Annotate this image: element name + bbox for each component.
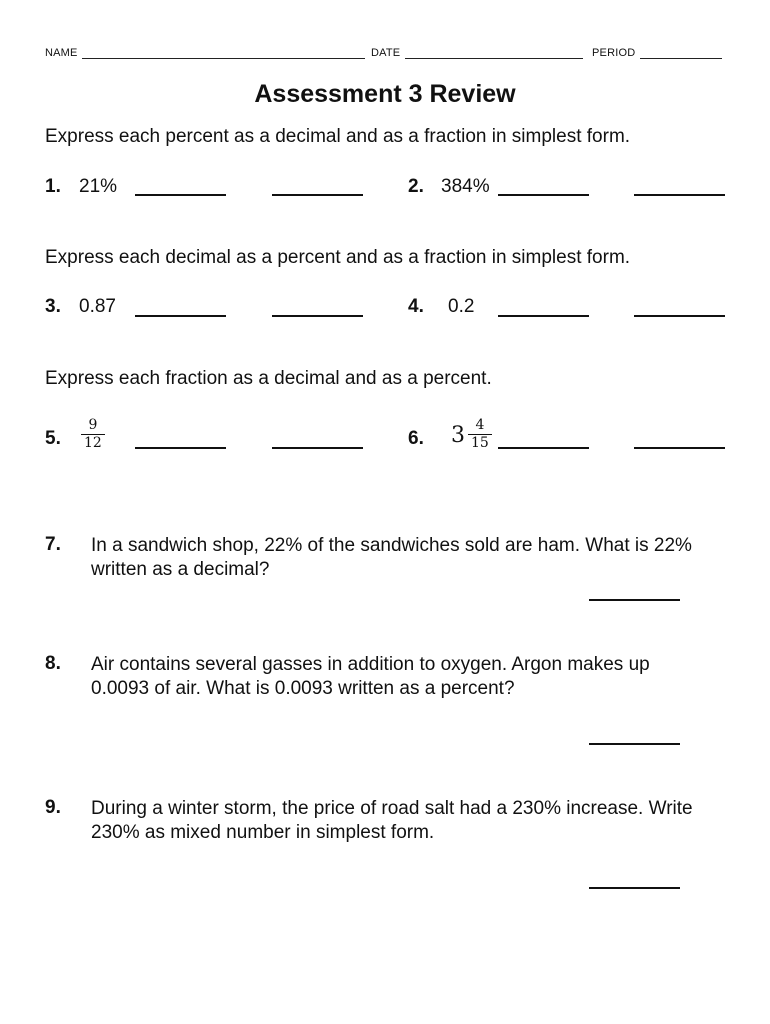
section-instruction: Express each decimal as a percent and as a fraction in simplest form. xyxy=(45,247,631,268)
problem-number: 4. xyxy=(408,296,424,317)
answer-blank[interactable] xyxy=(272,315,363,317)
mixed-number-whole: 3 xyxy=(451,423,465,448)
name-label: NAME xyxy=(45,47,78,59)
answer-blank[interactable] xyxy=(634,194,725,196)
fraction-denominator: 12 xyxy=(81,434,105,452)
answer-blank[interactable] xyxy=(589,887,680,889)
date-field[interactable] xyxy=(405,58,583,59)
answer-blank[interactable] xyxy=(135,194,226,196)
problem-number: 1. xyxy=(45,176,61,197)
fraction-numerator: 4 xyxy=(475,417,485,433)
problem-value: 0.2 xyxy=(448,296,475,317)
page-title: Assessment 3 Review xyxy=(254,80,516,108)
answer-blank[interactable] xyxy=(498,447,589,449)
problem-number: 7. xyxy=(45,534,61,555)
word-problem-text: During a winter storm, the price of road salt had a 230% increase. Write 230% as mixed number in simplest form. xyxy=(91,798,693,843)
answer-blank[interactable] xyxy=(634,447,725,449)
answer-blank[interactable] xyxy=(135,315,226,317)
fraction-numerator: 9 xyxy=(88,417,98,433)
problem-number: 8. xyxy=(45,653,61,674)
problem-number: 3. xyxy=(45,296,61,317)
answer-blank[interactable] xyxy=(634,315,725,317)
answer-blank[interactable] xyxy=(589,743,680,745)
fraction xyxy=(468,417,492,452)
date-label: DATE xyxy=(371,47,401,59)
answer-blank[interactable] xyxy=(272,194,363,196)
fraction-denominator: 15 xyxy=(468,434,492,452)
answer-blank[interactable] xyxy=(498,194,589,196)
fraction xyxy=(81,417,105,452)
problem-number: 9. xyxy=(45,797,61,818)
answer-blank[interactable] xyxy=(135,447,226,449)
answer-blank[interactable] xyxy=(272,447,363,449)
answer-blank[interactable] xyxy=(589,599,680,601)
name-field[interactable] xyxy=(82,58,365,59)
problem-value: 21% xyxy=(79,176,118,197)
problem-value: 0.87 xyxy=(79,296,116,317)
section-instruction: Express each percent as a decimal and as a fraction in simplest form. xyxy=(45,126,631,147)
period-field[interactable] xyxy=(640,58,722,59)
period-label: PERIOD xyxy=(592,47,636,59)
problem-number: 2. xyxy=(408,176,424,197)
problem-number: 5. xyxy=(45,428,61,449)
answer-blank[interactable] xyxy=(498,315,589,317)
word-problem-text: In a sandwich shop, 22% of the sandwiches sold are ham. What is 22% written as a decimal? xyxy=(91,535,692,580)
section-instruction: Express each fraction as a decimal and as a percent. xyxy=(45,368,492,389)
problem-number: 6. xyxy=(408,428,424,449)
word-problem-text: Air contains several gasses in addition to oxygen. Argon makes up 0.0093 of air. What is 0.0093 written as a percent? xyxy=(91,654,650,699)
problem-value: 384% xyxy=(441,176,490,197)
